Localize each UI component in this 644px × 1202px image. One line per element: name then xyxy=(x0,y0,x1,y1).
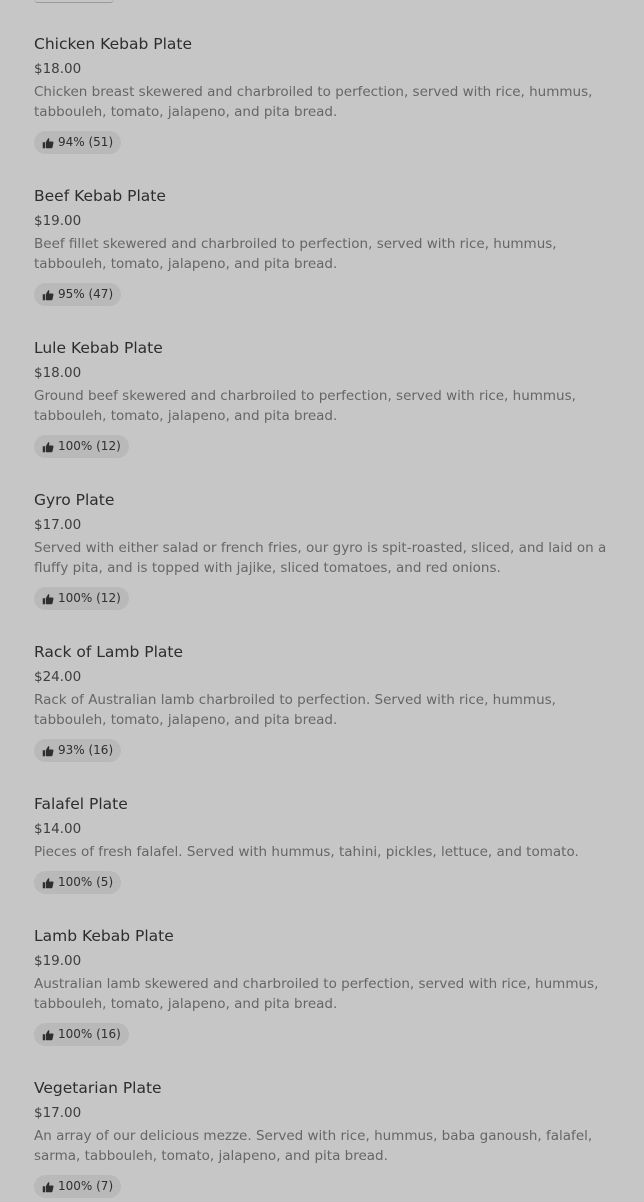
item-price: $19.00 xyxy=(34,953,82,969)
item-price: $24.00 xyxy=(34,669,82,685)
item-price: $14.00 xyxy=(34,821,82,837)
item-price: $18.00 xyxy=(34,365,82,381)
item-description: Ground beef skewered and charbroiled to perfection, served with rice, hummus, tabbouleh, tomato, jalapeno, and pita bread. xyxy=(34,388,576,424)
item-description: Chicken breast skewered and charbroiled to perfection, served with rice, hummus, tabbouleh, tomato, jalapeno, and pita bread. xyxy=(34,84,593,120)
rating-text: 100% (7) xyxy=(58,1179,114,1193)
menu-item-rack-of-lamb-plate[interactable] xyxy=(34,642,624,766)
rating-badge xyxy=(34,1023,129,1046)
rating-text: 100% (16) xyxy=(58,1027,121,1041)
thumbs-up-icon xyxy=(42,877,54,889)
item-name: Lamb Kebab Plate xyxy=(34,927,174,945)
rating-text: 94% (51) xyxy=(58,135,114,149)
rating-text: 93% (16) xyxy=(58,743,114,757)
menu-item-chicken-kebab-plate[interactable] xyxy=(34,34,624,158)
item-name: Gyro Plate xyxy=(34,491,115,509)
thumbs-up-icon xyxy=(42,289,54,301)
rating-badge xyxy=(34,1175,121,1198)
thumbs-up-icon xyxy=(42,441,54,453)
rating-badge xyxy=(34,587,129,610)
item-name: Rack of Lamb Plate xyxy=(34,643,183,661)
rating-text: 100% (5) xyxy=(58,875,114,889)
menu-item-falafel-plate[interactable] xyxy=(34,794,624,898)
rating-text: 95% (47) xyxy=(58,287,114,301)
item-name: Beef Kebab Plate xyxy=(34,187,166,205)
item-description: Australian lamb skewered and charbroiled to perfection, served with rice, hummus, tabbouleh, tomato, jalapeno, and pita bread. xyxy=(34,976,599,1012)
thumbs-up-icon xyxy=(42,745,54,757)
rating-text: 100% (12) xyxy=(58,591,121,605)
item-name: Lule Kebab Plate xyxy=(34,339,163,357)
item-price: $18.00 xyxy=(34,61,82,77)
item-name: Vegetarian Plate xyxy=(34,1079,162,1097)
thumbs-up-icon xyxy=(42,137,54,149)
thumbs-up-icon xyxy=(42,593,54,605)
rating-badge xyxy=(34,131,121,154)
previous-item-stub xyxy=(34,0,114,3)
menu-item-lule-kebab-plate[interactable] xyxy=(34,338,624,462)
rating-badge xyxy=(34,739,121,762)
menu-item-gyro-plate[interactable] xyxy=(34,490,624,614)
item-description: Pieces of fresh falafel. Served with hummus, tahini, pickles, lettuce, and tomato. xyxy=(34,844,579,860)
rating-badge xyxy=(34,283,121,306)
item-price: $17.00 xyxy=(34,517,82,533)
item-name: Chicken Kebab Plate xyxy=(34,35,192,53)
menu-item-lamb-kebab-plate[interactable] xyxy=(34,926,624,1050)
rating-text: 100% (12) xyxy=(58,439,121,453)
rating-badge xyxy=(34,871,121,894)
item-price: $17.00 xyxy=(34,1105,82,1121)
menu-item-vegetarian-plate[interactable] xyxy=(34,1078,624,1202)
item-description: Beef fillet skewered and charbroiled to perfection, served with rice, hummus, tabbouleh, tomato, jalapeno, and pita bread. xyxy=(34,236,557,272)
item-description: Served with either salad or french fries, our gyro is spit-roasted, sliced, and laid on a fluffy pita, and is topped with jajike, sliced tomatoes, and red onions. xyxy=(34,540,607,576)
rating-badge xyxy=(34,435,129,458)
item-description: An array of our delicious mezze. Served with rice, hummus, baba ganoush, falafel, sarma, tabbouleh, tomato, jalapeno, and pita bread. xyxy=(34,1128,593,1164)
thumbs-up-icon xyxy=(42,1029,54,1041)
thumbs-up-icon xyxy=(42,1181,54,1193)
item-name: Falafel Plate xyxy=(34,795,128,813)
item-price: $19.00 xyxy=(34,213,82,229)
menu-item-beef-kebab-plate[interactable] xyxy=(34,186,624,310)
item-description: Rack of Australian lamb charbroiled to perfection. Served with rice, hummus, tabbouleh, tomato, jalapeno, and pita bread. xyxy=(34,692,556,728)
